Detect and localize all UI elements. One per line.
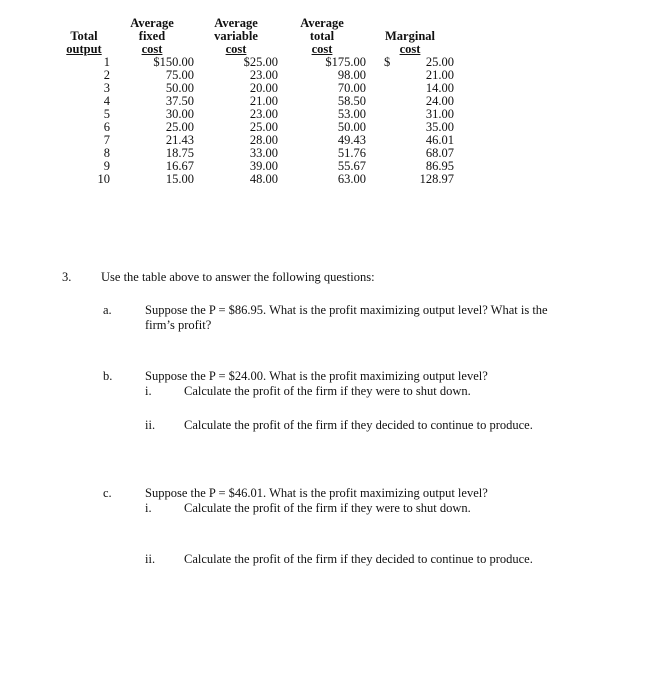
header-average-fixed-cost [110,17,194,56]
header-average-total-cost [278,17,366,56]
part-c-line1: Suppose the P = $46.01. What is the profit maximizing output level? [145,486,488,500]
question-intro: Use the table above to answer the following questions: [101,270,375,284]
part-c-ii-label: ii. [145,552,156,566]
cell-afc: 30.00 [165,107,194,121]
cell-afc: 25.00 [165,120,194,134]
cell-afc: $150.00 [153,55,194,69]
cell-avc: 25.00 [249,120,278,134]
cell-output: 3 [103,81,110,95]
cell-mc: 35.00 [425,120,454,134]
cell-atc: 98.00 [337,68,366,82]
cell-output: 5 [103,107,110,121]
cell-atc: 50.00 [337,120,366,134]
cell-avc: 28.00 [249,133,278,147]
part-a-line1: Suppose the P = $86.95. What is the profit maximizing output level? What is the [145,303,548,317]
cell-afc: 75.00 [165,68,194,82]
cell-afc: 18.75 [165,146,194,160]
part-b-ii-label: ii. [145,418,156,432]
cell-output: 9 [103,159,110,173]
header-line-underlined: cost [399,42,421,56]
part-b-ii-text: Calculate the profit of the firm if they decided to continue to produce. [184,418,533,432]
header-line-underlined: cost [225,42,247,56]
cell-afc: 37.50 [165,94,194,108]
header-line: total [309,29,335,43]
part-b-i-text: Calculate the profit of the firm if they were to shut down. [184,384,471,398]
cell-mc [366,56,454,69]
cell-atc: 58.50 [337,94,366,108]
cell-mc-value: 25.00 [425,55,454,69]
part-c-i-label: i. [145,501,152,515]
cell-output: 8 [103,146,110,160]
cell-mc: 46.01 [425,133,454,147]
cell-mc: 24.00 [425,94,454,108]
header-line: Marginal [385,29,435,43]
cell-atc: 55.67 [337,159,366,173]
header-line: Total [70,29,98,43]
cell-avc: 23.00 [249,68,278,82]
cell-atc: 49.43 [337,133,366,147]
cell-output: 4 [103,94,110,108]
header-total-output [58,17,110,56]
header-average-variable-cost [194,17,278,56]
part-b-label: b. [103,369,113,383]
cell-mc: 86.95 [425,159,454,173]
cost-table [58,17,454,186]
cell-mc: 68.07 [425,146,454,160]
header-line: fixed [138,29,166,43]
cell-avc: 20.00 [249,81,278,95]
cell-mc: 14.00 [425,81,454,95]
cell-atc: 70.00 [337,81,366,95]
cell-avc: 48.00 [249,172,278,186]
dollar-sign: $ [384,55,391,69]
cell-afc: 16.67 [165,159,194,173]
cell-avc: 33.00 [249,146,278,160]
cell-output: 10 [97,172,110,186]
part-c-i-text: Calculate the profit of the firm if they were to shut down. [184,501,471,515]
cell-mc: 31.00 [425,107,454,121]
part-b-line1: Suppose the P = $24.00. What is the profit maximizing output level? [145,369,488,383]
header-line: Average [130,16,174,30]
cell-output: 7 [103,133,110,147]
cell-atc: 63.00 [337,172,366,186]
header-line: variable [214,29,258,43]
part-b-i-label: i. [145,384,152,398]
part-a-label: a. [103,303,112,317]
part-c-label: c. [103,486,112,500]
cell-output: 6 [103,120,110,134]
cell-mc: 128.97 [419,172,454,186]
cell-afc: 15.00 [165,172,194,186]
question-number: 3. [62,270,72,284]
cell-atc: 51.76 [337,146,366,160]
cell-output: 2 [103,68,110,82]
part-c-ii-text: Calculate the profit of the firm if they decided to continue to produce. [184,552,533,566]
cell-avc: 23.00 [249,107,278,121]
header-line-underlined: cost [141,42,163,56]
cell-avc: 21.00 [249,94,278,108]
cost-table-container [58,17,454,186]
header-line: Average [300,16,344,30]
header-line-underlined: cost [311,42,333,56]
cell-afc: 50.00 [165,81,194,95]
header-marginal-cost [366,17,454,56]
cell-avc: 39.00 [249,159,278,173]
table-header-row [58,17,454,56]
cell-afc: 21.43 [165,133,194,147]
cell-output: 1 [103,55,110,69]
cell-atc: $175.00 [325,55,366,69]
cell-atc: 53.00 [337,107,366,121]
table-row [58,173,454,186]
cell-mc: 21.00 [425,68,454,82]
cell-avc: $25.00 [243,55,278,69]
header-line: Average [214,16,258,30]
part-a-line2: firm’s profit? [145,318,212,332]
header-line-underlined: output [66,42,102,56]
